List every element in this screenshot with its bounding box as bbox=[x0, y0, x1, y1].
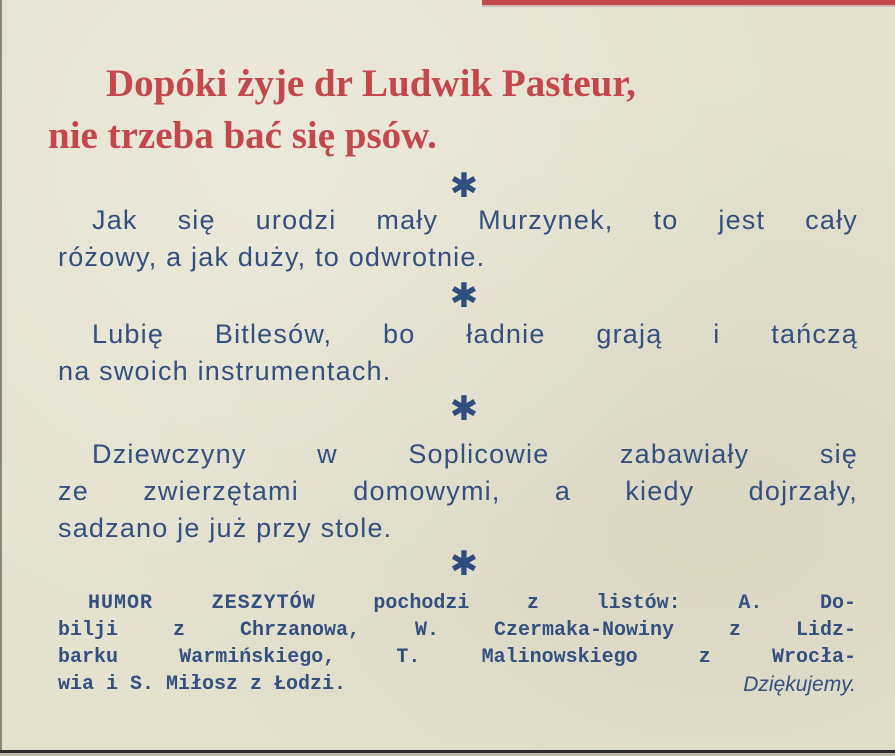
headline-line-2: nie trzeba bać się psów. bbox=[48, 114, 437, 157]
joke-2-line-1: Lubię Bitlesów, bo ładnie grają i tańczą bbox=[92, 319, 858, 349]
joke-2-line-2: na swoich instrumentach. bbox=[58, 356, 392, 386]
credits-paragraph bbox=[58, 590, 856, 698]
credits-line-1-rest: pochodzi z listów: A. Do- bbox=[373, 592, 856, 615]
credits-line-4-text: wia i S. Miłosz z Łodzi. bbox=[58, 673, 347, 696]
asterisk-separator-icon: ✱ bbox=[449, 166, 479, 206]
headline bbox=[48, 58, 868, 162]
joke-3-line-1: Dziewczyny w Soplicowie zabawiały się bbox=[92, 439, 858, 469]
page-left-border bbox=[0, 0, 2, 756]
credits-line-2: bilji z Chrzanowa, W. Czermaka-Nowiny z Lidz- bbox=[58, 619, 856, 642]
asterisk-separator-icon: ✱ bbox=[449, 276, 479, 316]
credits-thanks: Dziękujemy. bbox=[743, 673, 856, 696]
credits-line-3: barku Warmińskiego, T. Malinowskiego z Wrocła- bbox=[58, 646, 856, 669]
joke-3-line-3: sadzano je już przy stole. bbox=[58, 513, 393, 543]
joke-paragraph-3 bbox=[58, 436, 858, 547]
headline-line-1: Dopóki żyje dr Ludwik Pasteur, bbox=[106, 62, 636, 105]
asterisk-separator-icon: ✱ bbox=[449, 389, 479, 429]
top-red-bar-shadow bbox=[482, 5, 895, 7]
credits-line-4 bbox=[58, 671, 856, 698]
joke-paragraph-1 bbox=[58, 202, 858, 276]
joke-paragraph-2 bbox=[58, 316, 858, 390]
asterisk-separator-icon: ✱ bbox=[449, 544, 479, 584]
credits-lead: HUMOR ZESZYTÓW bbox=[88, 592, 316, 615]
credits-line-1 bbox=[58, 590, 856, 617]
joke-1-line-2: różowy, a jak duży, to odwrotnie. bbox=[58, 242, 486, 272]
joke-1-line-1: Jak się urodzi mały Murzynek, to jest cały bbox=[92, 205, 858, 235]
joke-3-line-2: ze zwierzętami domowymi, a kiedy dojrzały, bbox=[58, 476, 858, 506]
